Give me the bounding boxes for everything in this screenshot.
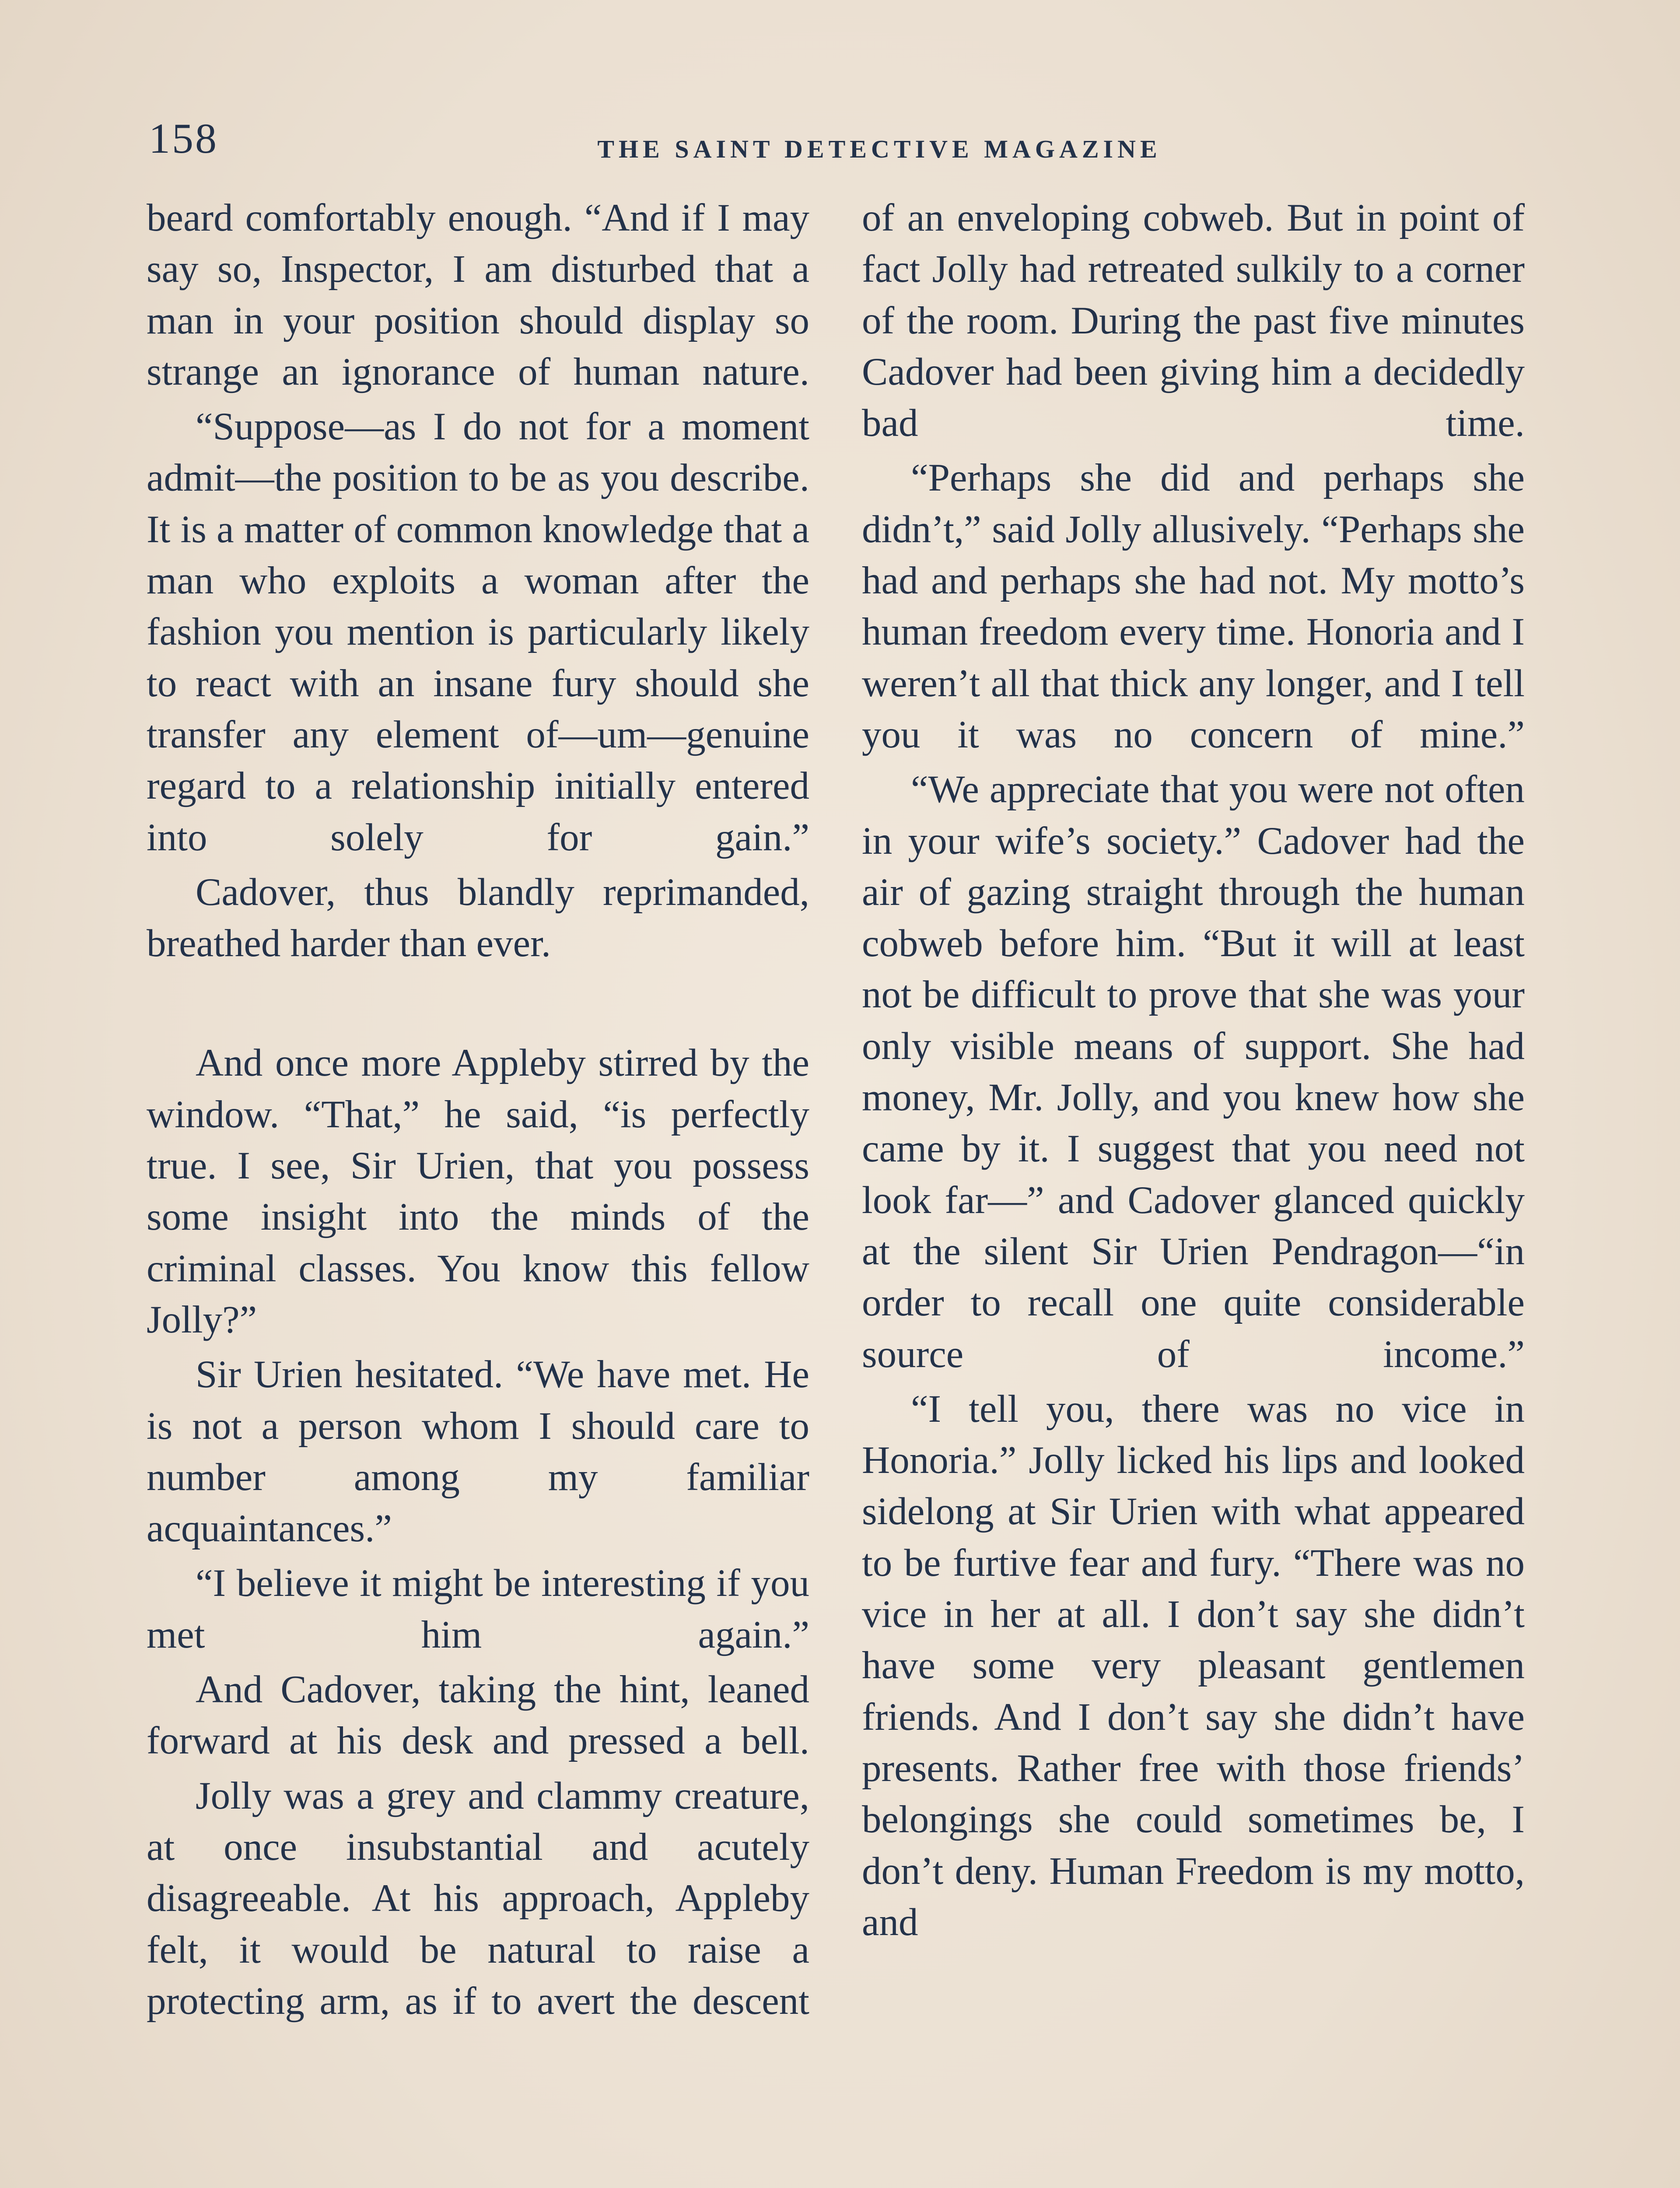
running-head-text: THE SAINT DETECTIVE MAGAZINE [597,135,1162,163]
paragraph: “I tell you, there was no vice in Honoria.” Jolly licked his lips and looked sidelong at Sir Urien with what appeared to be furtive fear and fury. “There was no vice in her at all. I don’t say she didn’t have some very pleasant gentlemen friends. And I don’t say she didn’t have presents. Rather free with those friends’ belongings she could sometimes be, I don’t deny. Human Freedom is my motto, and [862,1387,1525,1944]
paragraph: “Perhaps she did and perhaps she didn’t,” said Jolly allusively. “Perhaps she had and perhaps she had not. My motto’s human freedom every time. Honoria and I weren’t all that thick any longer, and I tell you it was no concern of mine.” [862,456,1525,756]
paragraph: And Cadover, taking the hint, leaned forward at his desk and pressed a bell. [147,1668,809,1763]
paragraph: “I believe it might be interesting if you met him again.” [147,1562,809,1656]
paragraph: Cadover, thus blandly reprimanded, breathed harder than ever. [147,870,809,965]
paragraph: Sir Urien hesitated. “We have met. He is not a person whom I should care to number among my familiar acquaintances.” [147,1353,809,1550]
paragraph: of an enveloping cobweb. But in point of fact Jolly had retreated sulkily to a corner of the room. During the past five minutes Cadover had been giving him a decidedly bad time. [862,196,1525,445]
paragraph: And once more Appleby stirred by the window. “That,” he said, “is perfectly true. I see, Sir Urien, that you possess some insight into the minds of the criminal classes. You know this fellow Jolly?” [147,1041,809,1341]
paragraph: beard comfortably enough. “And if I may say so, Inspector, I am disturbed that a man in your position should display so strange an ignorance of human nature. [147,196,809,393]
paragraph: “Suppose—as I do not for a moment admit—the position to be as you describe. It is a matter of common knowledge that a man who exploits a woman after the fashion you mention is particularly likely to react with an insane fury should she transfer any element of—um—genuine regard to a relationship initially entered into solely for gain.” [147,405,809,859]
page-number: 158 [149,115,218,162]
paragraph: “We appreciate that you were not often in your wife’s society.” Cadover had the air of gazing straight through the human cobweb before him. “But it will at least not be difficult to prove that she was your only visible means of support. She had money, Mr. Jolly, and you knew how she came by it. I suggest that you need not look far—” and Cadover glanced quickly at the silent Sir Urien Pendragon—“in order to recall one quite considerable source of income.” [862,768,1525,1376]
right-column [862,193,1525,1948]
left-column [147,193,809,2027]
paragraph: Jolly was a grey and clammy creature, at once insubstantial and acutely disagreeable. At his approach, Appleby felt, it would be natural to raise a protecting arm, as if to avert the descent [147,1774,809,2023]
running-head [0,137,1680,162]
